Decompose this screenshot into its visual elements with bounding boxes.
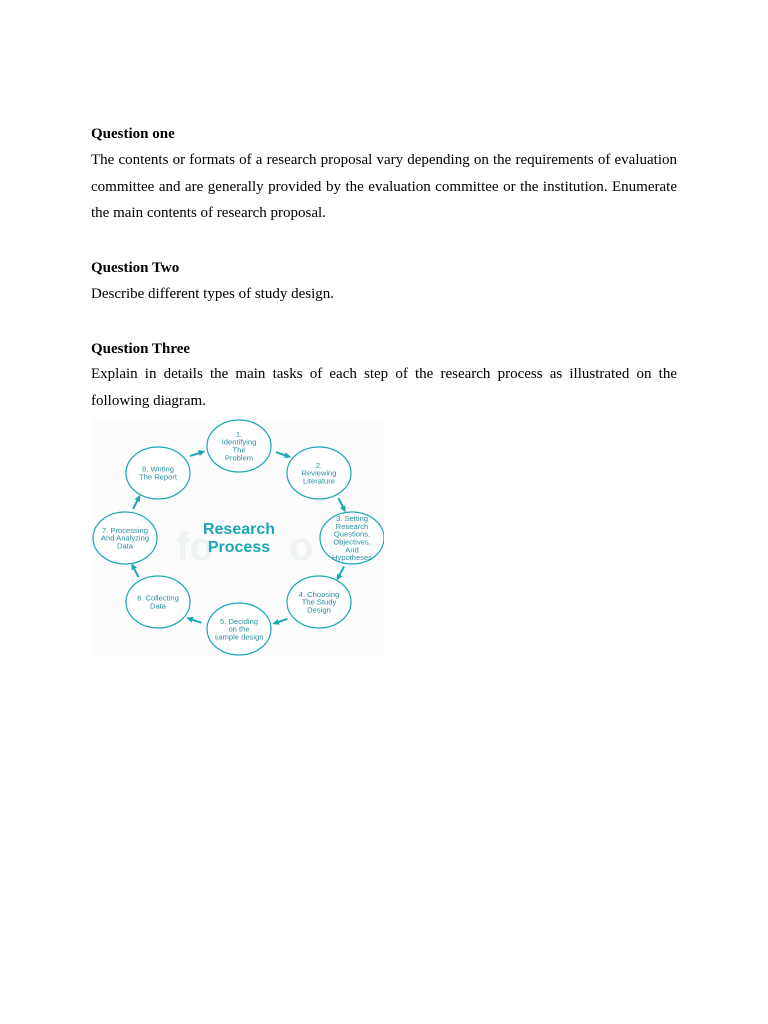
question-three-heading: Question Three (91, 341, 191, 357)
step-label-line: The Report (139, 472, 177, 482)
process-step-1 (207, 420, 271, 472)
step-label-line: Literature (302, 476, 336, 486)
step-label-line: Data (149, 601, 167, 611)
step-label-line: Hypotheses (331, 553, 373, 563)
step-label-line: Data (116, 541, 134, 551)
process-step-2 (287, 447, 351, 499)
step-label-line: Problem (224, 453, 254, 463)
step-label-line: Reviewing (301, 468, 337, 478)
svg-text:o: o (289, 525, 314, 569)
process-step-3 (320, 512, 384, 564)
step-label-line: 7. Processing (101, 525, 149, 535)
step-label-line: Objectives, (333, 537, 371, 547)
question-one-text: The contents or formats of a research proposal vary depending on the requirements of evaluation committee and are generally provided by the evaluation committee or the institution. Enumerate the main contents of research proposal. (91, 152, 677, 221)
step-label-line: The (232, 445, 246, 455)
step-arrow-icon (186, 617, 201, 623)
step-label-line: Identifying (221, 437, 257, 447)
process-step-5 (207, 603, 271, 655)
step-label-line: sample design (214, 632, 264, 642)
step-label-line: Design (307, 605, 331, 615)
step-arrow-icon (337, 567, 344, 581)
question-two-text: Describe different types of study design. (91, 286, 334, 302)
step-label-line: And Analyzing (100, 533, 150, 543)
step-arrow-icon (131, 563, 138, 577)
step-label-line: 8. Writing (142, 464, 174, 474)
question-three-text: Explain in details the main tasks of each step of the research process as illustrated on the following diagram. (91, 366, 677, 409)
step-label-line: 4. Choosing (298, 589, 340, 599)
step-arrow-icon (133, 495, 140, 509)
step-arrow-icon (272, 619, 287, 625)
research-process-diagram (91, 418, 384, 656)
step-label-line: 1. (235, 429, 243, 439)
svg-text:fo: fo (176, 525, 214, 569)
step-arrow-icon (276, 452, 291, 458)
process-step-6 (126, 576, 190, 628)
step-arrow-icon (338, 498, 345, 512)
center-title-line-1: Research (202, 521, 276, 538)
step-label-line: 3. Setting (335, 514, 369, 524)
process-step-8 (126, 447, 190, 499)
research-process-diagram-svg (91, 418, 384, 656)
question-two-heading: Question Two (91, 260, 180, 276)
step-label-line: 5. Deciding (220, 616, 258, 626)
step-label-line: Research (335, 521, 369, 531)
step-label-line: Questions, (333, 529, 371, 539)
process-step-7 (93, 512, 157, 564)
step-label-line: And (345, 545, 359, 555)
step-label-line: 6. Collecting (137, 593, 179, 603)
step-label-line: on the (228, 624, 250, 634)
center-title-line-2: Process (207, 539, 271, 556)
step-arrow-icon (190, 450, 205, 456)
question-one-heading: Question one (91, 126, 175, 142)
step-label-line: The Study (301, 597, 337, 607)
process-step-4 (287, 576, 351, 628)
step-label-line: 2. (315, 460, 323, 470)
